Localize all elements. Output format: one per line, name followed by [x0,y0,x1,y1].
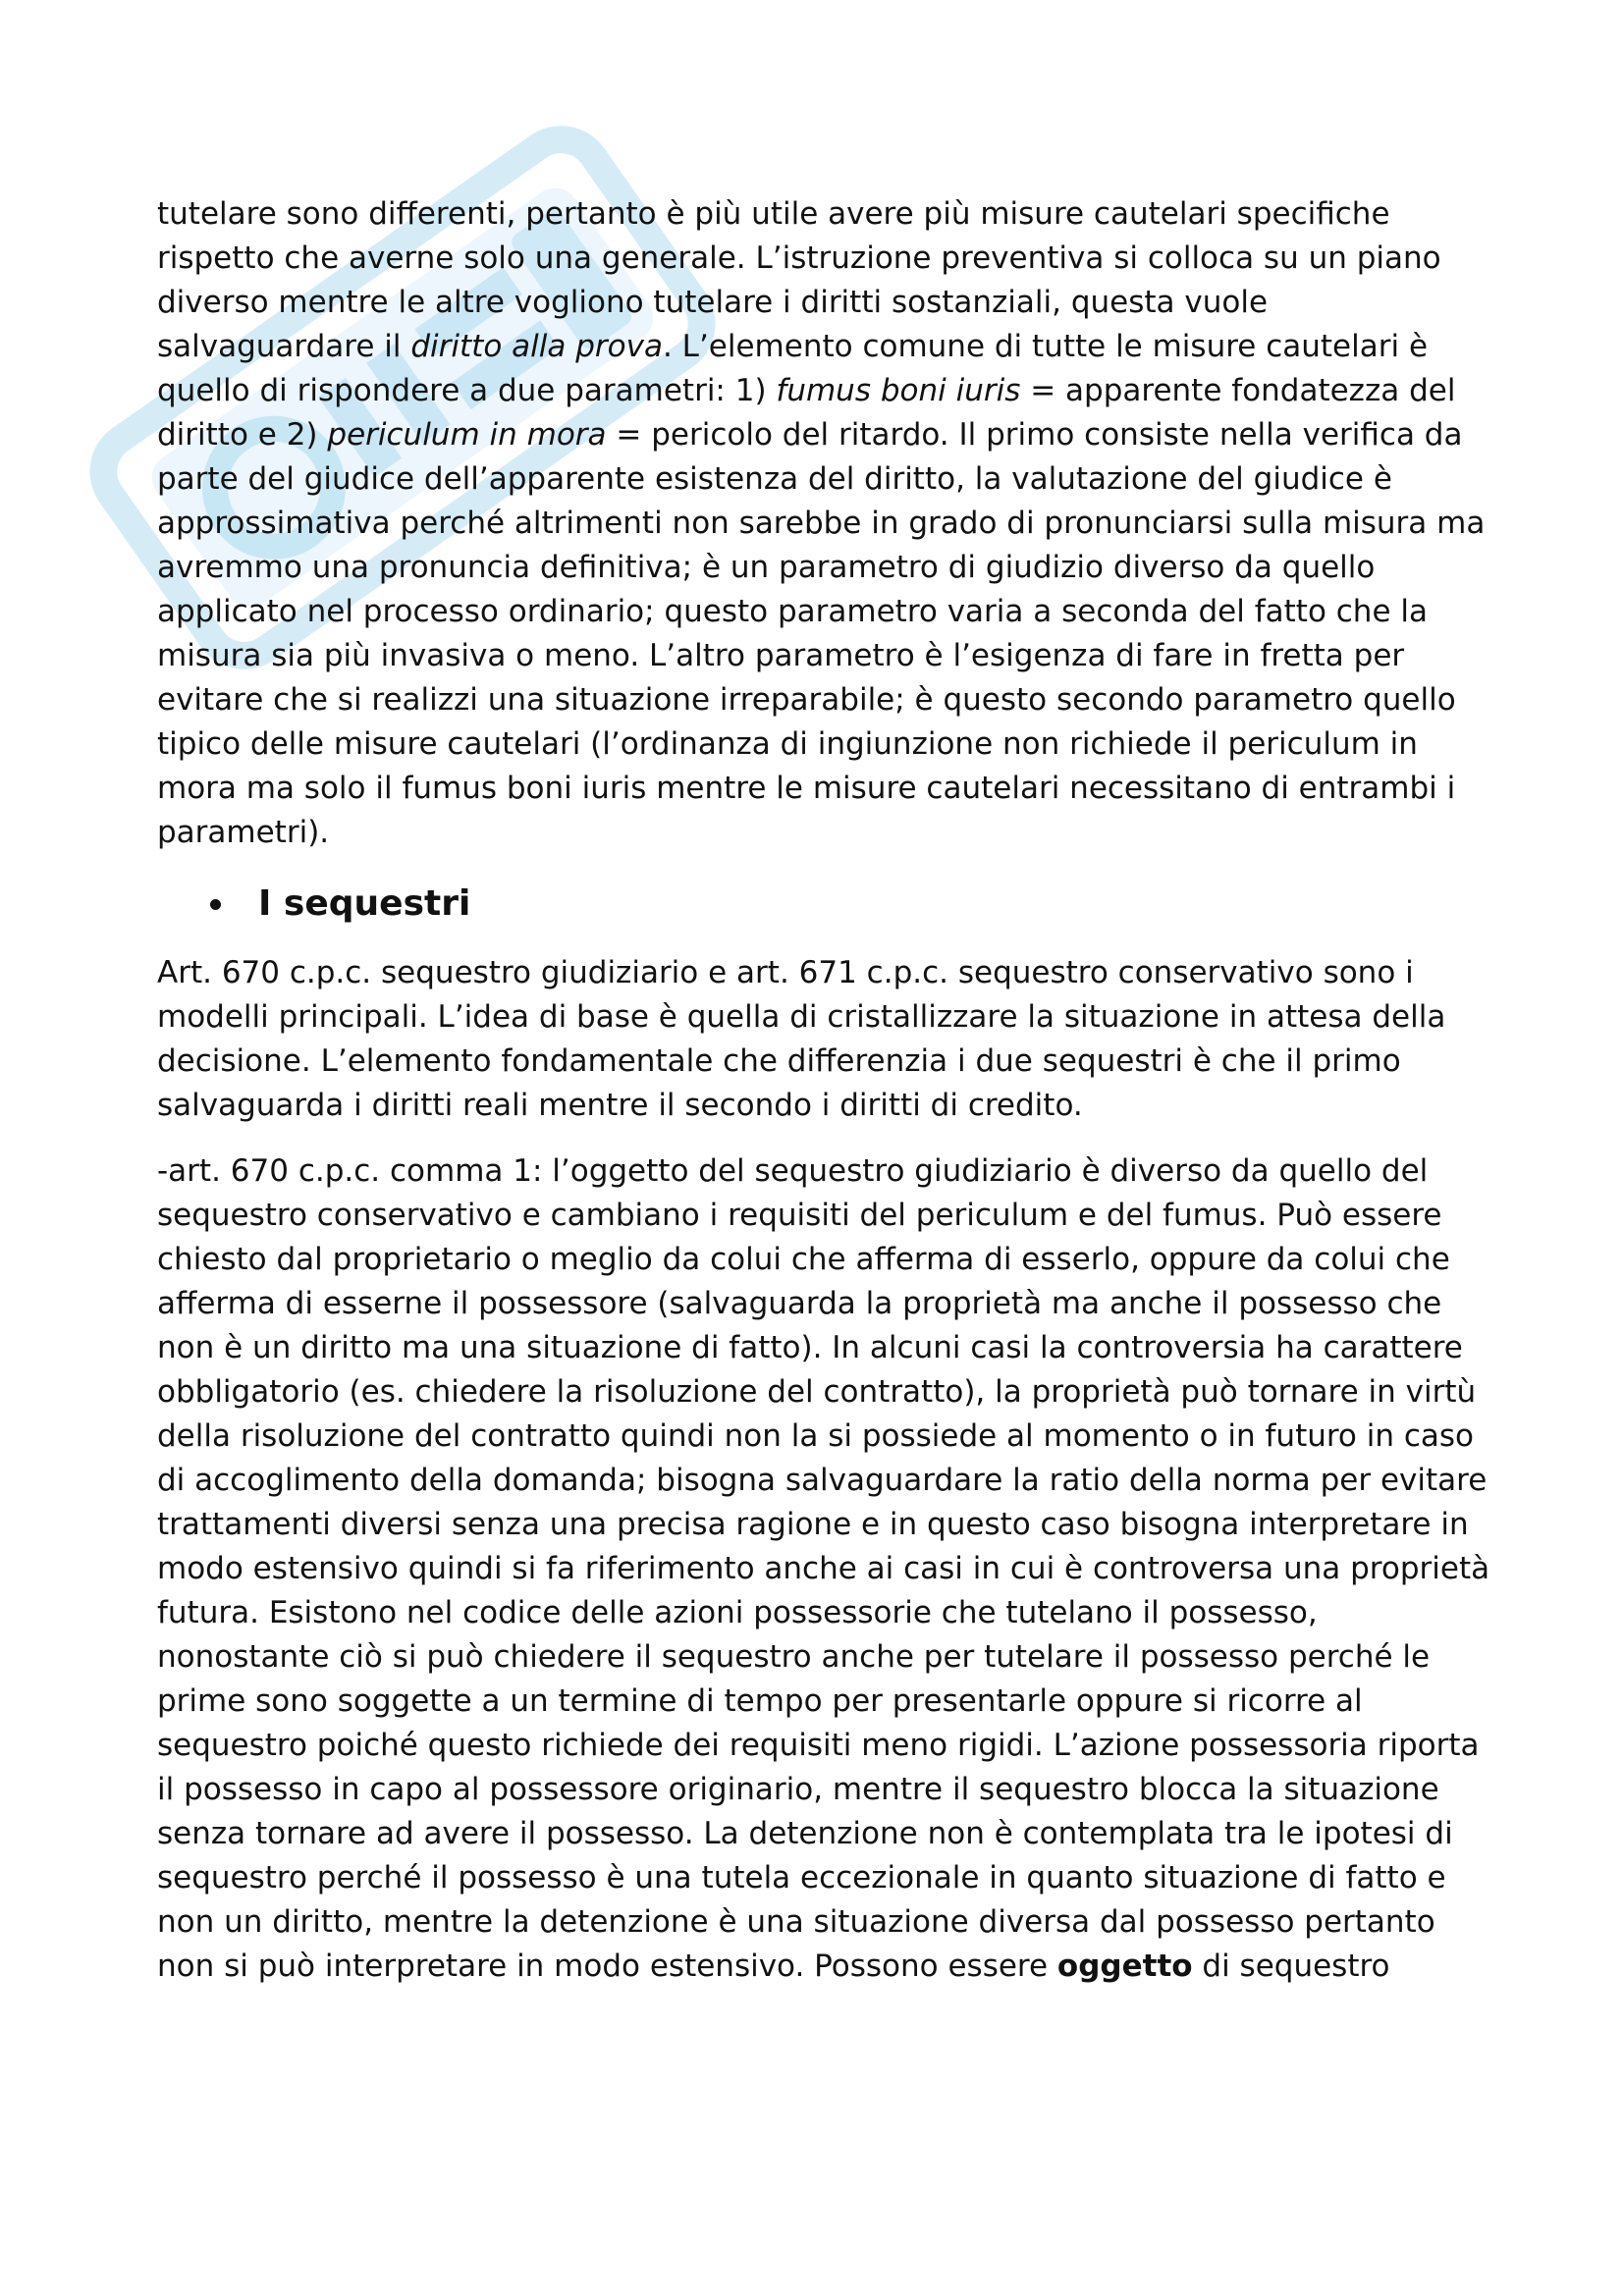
text-run: . L’elemento comune di tutte le misure cautelari è quello di rispondere a due parametri: 1) [157,329,1429,408]
paragraph-art-670 [157,1149,1492,1989]
bold-term: oggetto [1056,1949,1193,1984]
section-heading [157,881,1492,928]
section-heading-label: I sequestri [258,883,471,924]
paragraph-sequestri-intro: Art. 670 c.p.c. sequestro giudiziario e art. 671 c.p.c. sequestro conservativo sono i modelli principali. L’idea di base è quella di cristallizzare la situazione in attesa della decisione. L’elemento fondamentale che differenzia i due sequestri è che il primo salvaguarda i diritti reali mentre il secondo i diritti di credito. [157,955,1446,1123]
text-run: -art. 670 c.p.c. comma 1: l’oggetto del sequestro giudiziario è diverso da quello del sequestro conservativo e cambiano i requisiti del periculum e del fumus. Può essere chiesto dal proprietario o meglio da colui che afferma di esserlo, oppure da colui che afferma di esserne il possessore (salvaguarda la proprietà ma anche il possesso che non è un diritto ma una situazione di fatto). In alcuni casi la controversia ha carattere obbligatorio (es. chiedere la risoluzione del contratto), la proprietà può tornare in virtù della risoluzione del contratto quindi non la si possiede al momento o in futuro in caso di accoglimento della domanda; bisogna salvaguardare la ratio della norma per evitare trattamenti diversi senza una precisa ragione e in questo caso bisogna interpretare in modo estensivo quindi si fa riferimento anche ai casi in cui è controversa una proprietà futura. Esistono nel codice delle azioni possessorie che tutelano il possesso, nonostante ciò si può chiedere il sequestro anche per tutelare il possesso perché le prime sono soggette a un termine di tempo per presentarle oppure si ricorre al sequestro poiché questo richiede dei requisiti meno rigidi. L’azione possessoria riporta il possesso in capo al possessore originario, mentre il sequestro blocca la situazione senza tornare ad avere il possesso. La detenzione non è contemplata tra le ipotesi di sequestro perché il possesso è una tutela eccezionale in quanto situazione di fatto e non un diritto, mentre la detenzione è una situazione diversa dal possesso pertanto non si può interpretare in modo estensivo. Possono essere [157,1153,1490,1984]
document-body [157,192,1492,1989]
italic-term: diritto alla prova [410,329,663,364]
text-run: = pericolo del ritardo. Il primo consiste nella verifica da parte del giudice dell’apparente esistenza del diritto, la valutazione del giudice è approssimativa perché altrimenti non sarebbe in grado di pronunciarsi sulla misura ma avremmo una pronuncia definitiva; è un parametro di giudizio diverso da quello applicato nel processo ordinario; questo parametro varia a seconda del fatto che la misura sia più invasiva o meno. L’altro parametro è l’esigenza di fare in fretta per evitare che si realizzi una situazione irreparabile; è questo secondo parametro quello tipico delle misure cautelari (l’ordinanza di ingiunzione non richiede il periculum in mora ma solo il fumus boni iuris mentre le misure cautelari necessitano di entrambi i parametri). [157,417,1486,850]
paragraph-intro [157,192,1492,855]
italic-term: periculum in mora [327,417,607,453]
text-run: = apparente fondatezza del diritto e 2) [157,373,1456,453]
text-run: tutelare sono differenti, pertanto è più utile avere più misure cautelari specifiche rispetto che averne solo una generale. L’istruzione preventiva si colloca su un piano diverso mentre le altre vogliono tutelare i diritti sostanziali, questa vuole salvaguardare il [157,196,1441,364]
bullet-icon [210,899,221,910]
italic-term: fumus boni iuris [776,373,1021,408]
text-run: di sequestro [1192,1949,1390,1984]
